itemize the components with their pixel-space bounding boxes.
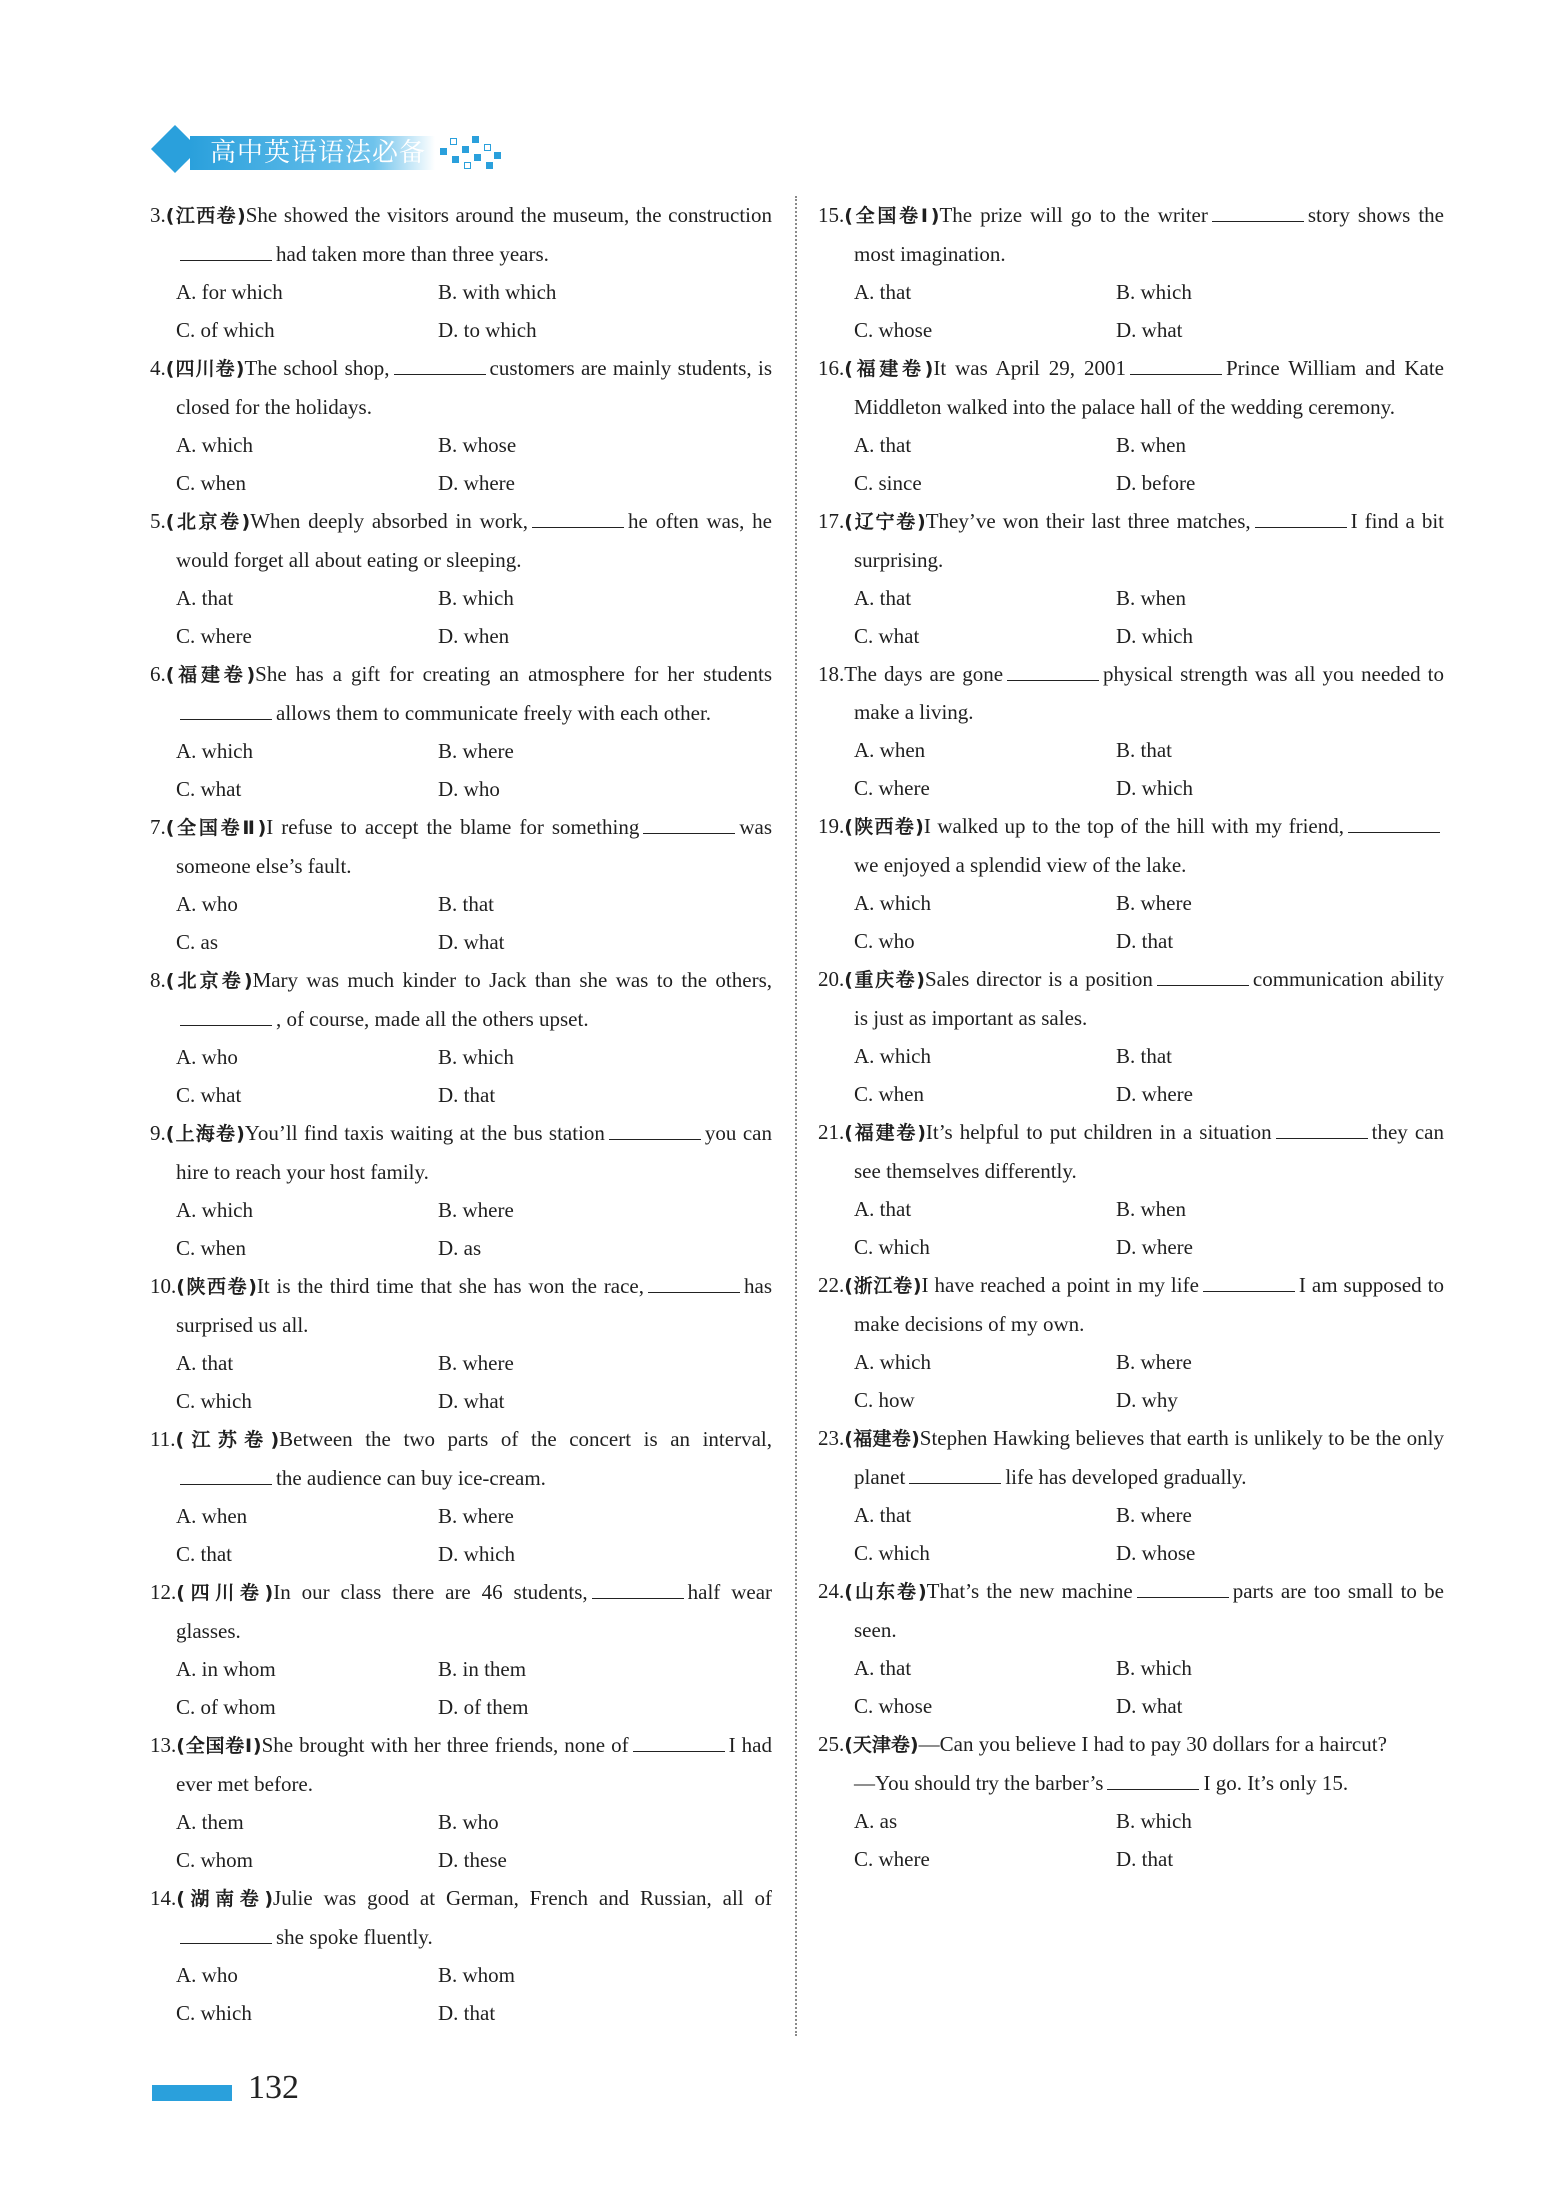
question-stem: [818, 807, 1444, 884]
question-text: —Can you believe I had to pay 30 dollars for a haircut?: [918, 1732, 1387, 1756]
exam-source-tag: (全国卷Ⅰ): [176, 1735, 262, 1757]
header-title: 高中英语语法必备: [210, 138, 427, 168]
answer-blank: [1130, 352, 1222, 375]
answer-options: [150, 1038, 772, 1114]
answer-option: A. that: [854, 433, 912, 457]
answer-option: A. who: [176, 1963, 238, 1987]
exam-source-tag: (湖南卷): [176, 1888, 274, 1910]
answer-option: C. when: [854, 1082, 924, 1106]
question-number: 17.: [818, 509, 845, 533]
answer-options: [818, 1037, 1444, 1113]
answer-option: A. which: [176, 1198, 253, 1222]
answer-option: D. which: [1116, 624, 1193, 648]
question-number: 15.: [818, 203, 845, 227]
question-text: She brought with her three friends, none of: [261, 1733, 629, 1757]
question-stem: [150, 1420, 772, 1497]
question-text: The school shop,: [244, 356, 390, 380]
question-text: has surprised us all.: [176, 1274, 772, 1337]
answer-option: B. where: [438, 1351, 514, 1375]
question-text: story shows the most imagination.: [854, 203, 1445, 266]
answer-option: D. what: [1116, 1694, 1183, 1718]
answer-option: D. when: [438, 624, 510, 648]
question-number: 13.: [150, 1733, 177, 1757]
answer-option: A. that: [854, 1656, 912, 1680]
answer-option: B. where: [1116, 1503, 1192, 1527]
answer-option: B. which: [438, 586, 514, 610]
question-text: life has developed gradually.: [1005, 1465, 1247, 1489]
answer-option: D. which: [1116, 776, 1193, 800]
answer-options: [818, 731, 1444, 807]
question-text: I go. It’s only 15.: [1203, 1771, 1349, 1795]
answer-option: B. that: [438, 892, 494, 916]
question-stem: [150, 655, 772, 732]
exam-source-tag: (上海卷): [165, 1123, 245, 1145]
page-number-bar: [152, 2085, 232, 2101]
answer-option: A. that: [854, 1197, 912, 1221]
question-item: [818, 1725, 1444, 1878]
answer-option: B. when: [1116, 586, 1186, 610]
question-item: [150, 1114, 772, 1267]
answer-option: B. where: [438, 739, 514, 763]
answer-option: C. which: [176, 2001, 252, 2025]
question-text: communication ability is just as important as sales.: [854, 967, 1444, 1030]
exam-source-tag: (江苏卷): [175, 1429, 280, 1451]
answer-option: A. which: [854, 891, 931, 915]
question-text: It is the third time that she has won the race,: [256, 1274, 644, 1298]
exam-source-tag: (江西卷): [165, 205, 246, 227]
question-item: [150, 1420, 772, 1573]
answer-option: B. in them: [438, 1657, 527, 1681]
question-text: That’s the new machine: [926, 1579, 1133, 1603]
answer-option: B. with which: [438, 280, 557, 304]
answer-option: B. which: [1116, 280, 1192, 304]
question-stem: [818, 1266, 1444, 1343]
answer-option: D. these: [438, 1848, 507, 1872]
question-text: The days are gone: [844, 662, 1004, 686]
question-stem: [150, 1726, 772, 1803]
question-stem: [818, 1113, 1444, 1190]
question-item: [818, 1113, 1444, 1266]
answer-option: C. how: [854, 1388, 915, 1412]
answer-option: D. that: [1116, 1847, 1174, 1871]
answer-blank: [180, 697, 272, 720]
question-number: 9.: [150, 1121, 166, 1145]
question-text: The prize will go to the writer: [939, 203, 1208, 227]
question-item: [150, 808, 772, 961]
answer-option: D. why: [1116, 1388, 1178, 1412]
exam-source-tag: (四川卷): [165, 358, 245, 380]
question-item: [150, 349, 772, 502]
answer-option: B. that: [1116, 738, 1172, 762]
answer-option: A. who: [176, 1045, 238, 1069]
answer-option: C. who: [854, 929, 915, 953]
answer-blank: [1107, 1767, 1199, 1790]
answer-options: [150, 426, 772, 502]
question-text: she spoke fluently.: [276, 1925, 433, 1949]
answer-option: B. when: [1116, 1197, 1186, 1221]
question-stem: [818, 349, 1444, 426]
answer-option: D. where: [1116, 1235, 1193, 1259]
answer-option: A. them: [176, 1810, 244, 1834]
answer-options: [150, 1650, 772, 1726]
section-header: [150, 128, 510, 178]
question-item: [818, 502, 1444, 655]
question-stem: [150, 961, 772, 1038]
answer-blank: [1157, 963, 1249, 986]
question-text: Sales director is a position: [924, 967, 1153, 991]
answer-blank: [643, 811, 735, 834]
question-number: 12.: [150, 1580, 177, 1604]
dots-decoration: [440, 134, 500, 174]
question-text: I refuse to accept the blame for something: [266, 815, 640, 839]
answer-blank: [648, 1270, 740, 1293]
answer-option: D. to which: [438, 318, 537, 342]
exam-source-tag: (辽宁卷): [844, 511, 926, 533]
answer-options: [818, 1496, 1444, 1572]
question-number: 25.: [818, 1732, 845, 1756]
exam-source-tag: (四川卷): [176, 1582, 274, 1604]
answer-option: A. for which: [176, 280, 283, 304]
answer-options: [150, 732, 772, 808]
answer-option: D. that: [1116, 929, 1174, 953]
answer-option: B. where: [1116, 891, 1192, 915]
answer-option: C. since: [854, 471, 922, 495]
question-text: They’ve won their last three matches,: [925, 509, 1251, 533]
question-number: 10.: [150, 1274, 177, 1298]
answer-blank: [180, 1921, 272, 1944]
question-stem: [150, 1267, 772, 1344]
answer-option: B. when: [1116, 433, 1186, 457]
question-text: I walked up to the top of the hill with my friend,: [923, 814, 1344, 838]
answer-option: C. what: [176, 1083, 242, 1107]
question-text: She showed the visitors around the museum, the construction: [245, 203, 772, 227]
page-number: 132: [248, 2069, 299, 2106]
answer-option: A. that: [176, 1351, 234, 1375]
question-stem: [818, 196, 1444, 273]
right-column: [818, 196, 1444, 1878]
answer-option: D. before: [1116, 471, 1196, 495]
answer-option: B. where: [438, 1504, 514, 1528]
answer-option: C. of whom: [176, 1695, 276, 1719]
question-number: 21.: [818, 1120, 845, 1144]
exam-source-tag: (天津卷): [844, 1734, 919, 1756]
answer-option: A. who: [176, 892, 238, 916]
question-stem: [818, 960, 1444, 1037]
answer-option: A. that: [854, 1503, 912, 1527]
question-text: She has a gift for creating an atmosphere for her students: [255, 662, 773, 686]
answer-options: [150, 273, 772, 349]
answer-blank: [1137, 1575, 1229, 1598]
answer-blank: [1255, 505, 1347, 528]
question-item: [150, 196, 772, 349]
question-text: Prince William and Kate Middleton walked into the palace hall of the wedding ceremony.: [854, 356, 1445, 419]
answer-option: A. which: [854, 1044, 931, 1068]
answer-option: B. where: [1116, 1350, 1192, 1374]
question-stem: [818, 1725, 1444, 1802]
answer-blank: [1276, 1116, 1368, 1139]
answer-option: C. when: [176, 471, 246, 495]
question-item: [818, 960, 1444, 1113]
answer-option: D. of them: [438, 1695, 529, 1719]
answer-option: A. which: [854, 1350, 931, 1374]
answer-option: C. where: [854, 776, 930, 800]
answer-option: C. where: [854, 1847, 930, 1871]
question-number: 5.: [150, 509, 166, 533]
answer-option: D. as: [438, 1236, 482, 1260]
exam-source-tag: (福建卷): [165, 664, 256, 686]
question-item: [150, 1726, 772, 1879]
question-stem: [818, 655, 1444, 731]
answer-option: B. which: [1116, 1809, 1192, 1833]
exam-source-tag: (福建卷): [844, 1122, 926, 1144]
question-text: It’s helpful to put children in a situation: [925, 1120, 1272, 1144]
answer-option: D. whose: [1116, 1541, 1196, 1565]
exam-source-tag: (福建卷): [844, 1428, 920, 1450]
answer-blank: [1212, 199, 1304, 222]
answer-options: [150, 885, 772, 961]
question-text: I am supposed to make decisions of my own.: [854, 1273, 1444, 1336]
answer-options: [818, 1802, 1444, 1878]
answer-options: [150, 1803, 772, 1879]
exam-source-tag: (陕西卷): [176, 1276, 257, 1298]
question-item: [818, 1266, 1444, 1419]
question-text: In our class there are 46 students,: [273, 1580, 588, 1604]
question-item: [150, 961, 772, 1114]
answer-option: C. which: [176, 1389, 252, 1413]
answer-option: A. that: [176, 586, 234, 610]
question-item: [818, 349, 1444, 502]
answer-option: C. that: [176, 1542, 232, 1566]
question-stem: [150, 1879, 772, 1956]
answer-option: C. where: [176, 624, 252, 648]
question-stem: [818, 502, 1444, 579]
question-number: 20.: [818, 967, 845, 991]
question-stem: [150, 1114, 772, 1191]
question-stem: [150, 1573, 772, 1650]
question-number: 4.: [150, 356, 166, 380]
question-item: [150, 655, 772, 808]
answer-blank: [180, 1462, 272, 1485]
question-number: 11.: [150, 1427, 176, 1451]
answer-option: C. what: [854, 624, 920, 648]
answer-options: [150, 1344, 772, 1420]
question-stem: [150, 808, 772, 885]
question-stem: [150, 196, 772, 273]
question-text: Stephen Hawking believes that earth is unlikely to be the only planet: [854, 1426, 1444, 1489]
question-number: 8.: [150, 968, 166, 992]
answer-option: A. when: [176, 1504, 248, 1528]
answer-option: B. where: [438, 1198, 514, 1222]
question-text: we enjoyed a splendid view of the lake.: [854, 853, 1187, 877]
answer-option: D. which: [438, 1542, 515, 1566]
answer-blank: [633, 1729, 725, 1752]
answer-option: C. what: [176, 777, 242, 801]
exam-source-tag: (北京卷): [165, 511, 251, 533]
exam-source-tag: (全国卷Ⅱ): [165, 817, 267, 839]
question-text: had taken more than three years.: [276, 242, 549, 266]
question-text: physical strength was all you needed to make a living.: [854, 662, 1444, 724]
question-text: you can hire to reach your host family.: [176, 1121, 772, 1184]
answer-option: B. whose: [438, 433, 517, 457]
question-text: half wear glasses.: [176, 1580, 773, 1643]
exam-source-tag: (山东卷): [844, 1581, 927, 1603]
answer-blank: [1007, 658, 1099, 681]
question-text: Mary was much kinder to Jack than she was to the others,: [252, 968, 772, 992]
answer-option: D. what: [438, 1389, 505, 1413]
question-text: I have reached a point in my life: [921, 1273, 1199, 1297]
question-item: [818, 196, 1444, 349]
exam-source-tag: (全国卷Ⅰ): [844, 205, 940, 227]
answer-options: [818, 884, 1444, 960]
answer-options: [150, 1497, 772, 1573]
question-text: allows them to communicate freely with each other.: [276, 701, 712, 725]
question-item: [818, 1419, 1444, 1572]
answer-blank: [394, 352, 486, 375]
question-text: was someone else’s fault.: [176, 815, 772, 878]
question-text: Between the two parts of the concert is an interval,: [279, 1427, 772, 1451]
answer-option: D. that: [438, 1083, 496, 1107]
exam-source-tag: (陕西卷): [844, 816, 924, 838]
answer-blank: [909, 1461, 1001, 1484]
question-number: 22.: [818, 1273, 845, 1297]
exam-source-tag: (福建卷): [844, 358, 934, 380]
exam-source-tag: (浙江卷): [844, 1275, 922, 1297]
question-number: 7.: [150, 815, 166, 839]
answer-blank: [532, 505, 624, 528]
question-text: he often was, he would forget all about eating or sleeping.: [176, 509, 773, 572]
answer-blank: [180, 238, 272, 261]
question-number: 23.: [818, 1426, 845, 1450]
answer-option: C. when: [176, 1236, 246, 1260]
question-text: parts are too small to be seen.: [854, 1579, 1444, 1642]
answer-option: C. as: [176, 930, 218, 954]
answer-blank: [180, 1003, 272, 1026]
answer-option: C. whose: [854, 318, 933, 342]
answer-option: C. of which: [176, 318, 275, 342]
answer-option: C. whose: [854, 1694, 933, 1718]
question-item: [150, 502, 772, 655]
exam-source-tag: (北京卷): [165, 970, 253, 992]
question-item: [818, 1572, 1444, 1725]
question-number: 18.: [818, 662, 845, 686]
question-text: Julie was good at German, French and Russian, all of: [273, 1886, 772, 1910]
answer-option: D. where: [438, 471, 515, 495]
answer-option: B. who: [438, 1810, 499, 1834]
question-item: [150, 1573, 772, 1726]
question-item: [150, 1879, 772, 2032]
answer-options: [150, 1191, 772, 1267]
question-number: 24.: [818, 1579, 845, 1603]
answer-options: [818, 579, 1444, 655]
question-number: 6.: [150, 662, 166, 686]
question-text: —You should try the barber’s: [854, 1771, 1104, 1795]
question-item: [150, 1267, 772, 1420]
answer-blank: [592, 1576, 684, 1599]
answer-option: A. which: [176, 433, 253, 457]
answer-option: B. which: [438, 1045, 514, 1069]
answer-option: A. as: [854, 1809, 898, 1833]
question-text: It was April 29, 2001: [933, 356, 1126, 380]
question-number: 19.: [818, 814, 845, 838]
question-number: 14.: [150, 1886, 177, 1910]
answer-options: [150, 579, 772, 655]
answer-option: C. whom: [176, 1848, 254, 1872]
question-text: When deeply absorbed in work,: [250, 509, 528, 533]
question-stem: [818, 1419, 1444, 1496]
question-item: [818, 655, 1444, 807]
question-stem: [818, 1572, 1444, 1649]
answer-option: D. who: [438, 777, 500, 801]
answer-blank: [609, 1117, 701, 1140]
answer-option: B. that: [1116, 1044, 1172, 1068]
question-item: [818, 807, 1444, 960]
answer-option: A. that: [854, 586, 912, 610]
column-divider: [795, 196, 797, 2036]
answer-option: B. which: [1116, 1656, 1192, 1680]
answer-option: D. what: [438, 930, 505, 954]
question-text: I had ever met before.: [176, 1733, 772, 1796]
answer-options: [818, 426, 1444, 502]
answer-options: [818, 273, 1444, 349]
answer-option: C. which: [854, 1235, 930, 1259]
answer-options: [818, 1190, 1444, 1266]
exam-source-tag: (重庆卷): [844, 969, 925, 991]
answer-options: [150, 1956, 772, 2032]
answer-option: A. that: [854, 280, 912, 304]
left-column: [150, 196, 772, 2032]
answer-option: A. when: [854, 738, 926, 762]
question-text: the audience can buy ice-cream.: [276, 1466, 546, 1490]
answer-option: C. which: [854, 1541, 930, 1565]
question-stem: [150, 502, 772, 579]
answer-blank: [1348, 810, 1440, 833]
answer-option: D. where: [1116, 1082, 1193, 1106]
question-stem: [150, 349, 772, 426]
question-number: 16.: [818, 356, 845, 380]
answer-option: D. that: [438, 2001, 496, 2025]
question-text: , of course, made all the others upset.: [276, 1007, 589, 1031]
question-text: customers are mainly students, is closed for the holidays.: [176, 356, 773, 419]
answer-option: B. whom: [438, 1963, 516, 1987]
answer-option: D. what: [1116, 318, 1183, 342]
answer-option: A. which: [176, 739, 253, 763]
question-text: they can see themselves differently.: [854, 1120, 1445, 1183]
question-text: You’ll find taxis waiting at the bus station: [244, 1121, 605, 1145]
answer-blank: [1203, 1269, 1295, 1292]
answer-options: [818, 1343, 1444, 1419]
answer-option: A. in whom: [176, 1657, 276, 1681]
question-text: I find a bit surprising.: [854, 509, 1445, 572]
answer-options: [818, 1649, 1444, 1725]
question-number: 3.: [150, 203, 166, 227]
